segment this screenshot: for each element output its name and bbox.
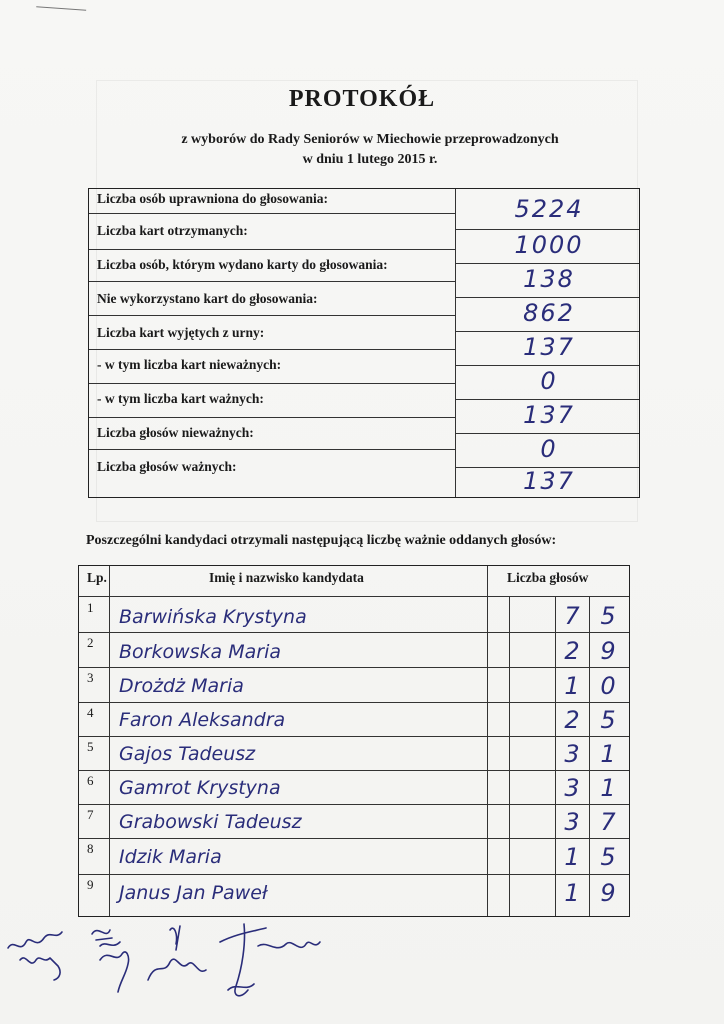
candidates-heading: Poszczególni kandydaci otrzymali następującą liczbę ważnie oddanych głosów: [86, 533, 557, 548]
summary-value: 137 [523, 333, 575, 361]
summary-value: 137 [523, 467, 575, 495]
document-subtitle [160, 130, 580, 170]
col-divider-name [487, 566, 488, 916]
votes-ones: 0 [600, 672, 616, 700]
col-divider-ones [589, 596, 590, 916]
row-lp: 6 [87, 773, 94, 788]
summary-label: Liczba kart otrzymanych: [97, 223, 248, 238]
summary-label: Liczba kart wyjętych z urny: [97, 325, 265, 340]
votes-ones: 9 [600, 879, 616, 907]
summary-value: 1000 [514, 231, 584, 259]
candidate-name: Faron Aleksandra [119, 709, 286, 731]
summary-label: - w tym liczba kart ważnych: [97, 391, 264, 406]
votes-tens: 1 [564, 879, 580, 907]
summary-value: 5224 [514, 195, 584, 223]
signature-scribbles [0, 920, 724, 1020]
summary-value: 0 [540, 367, 558, 395]
votes-ones: 9 [600, 637, 616, 665]
votes-ones: 5 [600, 602, 616, 630]
row-lp: 3 [87, 670, 94, 685]
header-votes: Liczba głosów [507, 570, 589, 585]
votes-tens: 7 [564, 602, 580, 630]
corner-pencil-mark [36, 6, 86, 16]
votes-tens: 3 [564, 740, 580, 768]
candidate-name: Idzik Maria [119, 846, 222, 868]
summary-label: - w tym liczba kart nieważnych: [97, 357, 282, 372]
candidate-name: Janus Jan Paweł [119, 882, 268, 904]
candidates-table [78, 565, 630, 917]
summary-label: Liczba głosów ważnych: [97, 459, 237, 474]
summary-label: Liczba osób uprawniona do głosowania: [97, 191, 329, 206]
row-lp: 8 [87, 841, 94, 856]
row-lp: 4 [87, 705, 94, 720]
document-title: PROTOKÓŁ [288, 86, 436, 112]
votes-tens: 1 [564, 672, 580, 700]
row-lp: 2 [87, 635, 94, 650]
summary-divider [455, 189, 456, 497]
votes-ones: 7 [600, 808, 616, 836]
votes-tens: 2 [564, 637, 580, 665]
subtitle-line-1: z wyborów do Rady Seniorów w Miechowie przeprowadzonych [181, 132, 559, 147]
votes-tens: 2 [564, 706, 580, 734]
candidate-name: Borkowska Maria [119, 641, 281, 663]
row-lp: 5 [87, 739, 94, 754]
row-lp: 9 [87, 877, 94, 892]
col-divider-lp [109, 566, 110, 916]
summary-value: 138 [523, 265, 575, 293]
candidate-name: Barwińska Krystyna [119, 606, 307, 628]
summary-value: 862 [523, 299, 575, 327]
summary-label: Liczba głosów nieważnych: [97, 425, 254, 440]
header-lp: Lp. [87, 570, 107, 585]
candidate-name: Grabowski Tadeusz [119, 811, 302, 833]
row-lp: 7 [87, 807, 94, 822]
header-name: Imię i nazwisko kandydata [209, 570, 364, 585]
votes-ones: 5 [600, 706, 616, 734]
candidate-name: Gamrot Krystyna [119, 777, 281, 799]
votes-tens: 3 [564, 808, 580, 836]
summary-label: Liczba osób, którym wydano karty do głosowania: [97, 257, 388, 272]
col-divider-a [509, 596, 510, 916]
votes-ones: 1 [600, 740, 616, 768]
subtitle-line-2: w dniu 1 lutego 2015 r. [302, 152, 438, 167]
summary-value: 0 [540, 435, 558, 463]
votes-tens: 1 [564, 843, 580, 871]
signatures-area [0, 920, 724, 1020]
votes-tens: 3 [564, 774, 580, 802]
summary-label: Nie wykorzystano kart do głosowania: [97, 291, 318, 306]
row-lp: 1 [87, 600, 94, 615]
summary-value: 137 [523, 401, 575, 429]
candidate-name: Gajos Tadeusz [119, 743, 256, 765]
candidate-name: Drożdż Maria [119, 675, 244, 697]
votes-ones: 5 [600, 843, 616, 871]
votes-ones: 1 [600, 774, 616, 802]
summary-table [88, 188, 640, 498]
